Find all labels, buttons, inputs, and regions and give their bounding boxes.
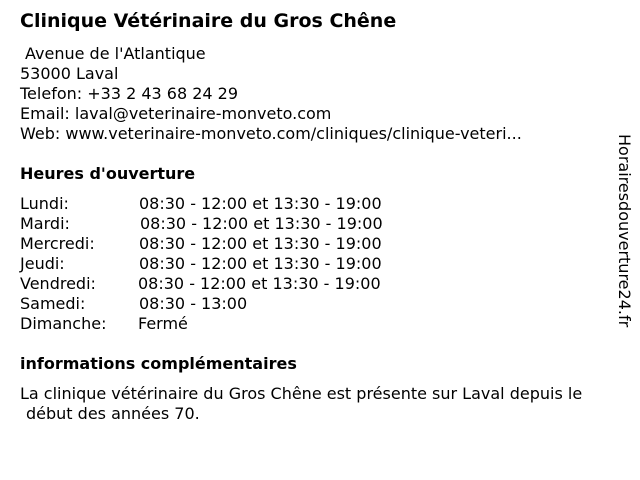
- watermark-text: Horairesdouverture24.fr: [615, 134, 634, 328]
- info-line-1: La clinique vétérinaire du Gros Chêne est présente sur Laval depuis le: [20, 384, 583, 403]
- city-address: 53000 Laval: [20, 64, 119, 83]
- time-value: 08:30 - 12:00 et 13:30 - 19:00: [139, 234, 382, 253]
- info-heading: informations complémentaires: [20, 354, 297, 373]
- web-line: Web: www.veterinaire-monveto.com/cliniques/clinique-veteri...: [20, 124, 522, 143]
- street-address: Avenue de l'Atlantique: [25, 44, 206, 63]
- day-label: Samedi:: [20, 294, 86, 313]
- day-label: Lundi:: [20, 194, 69, 213]
- day-label: Vendredi:: [20, 274, 96, 293]
- day-label: Mercredi:: [20, 234, 95, 253]
- time-value: 08:30 - 12:00 et 13:30 - 19:00: [139, 194, 382, 213]
- day-label: Mardi:: [20, 214, 70, 233]
- clinic-name: Clinique Vétérinaire du Gros Chêne: [20, 10, 397, 32]
- info-line-2: début des années 70.: [26, 404, 200, 423]
- time-value: 08:30 - 13:00: [139, 294, 248, 313]
- time-value: 08:30 - 12:00 et 13:30 - 19:00: [138, 274, 381, 293]
- day-label: Jeudi:: [20, 254, 65, 273]
- email-line: Email: laval@veterinaire-monveto.com: [20, 104, 332, 123]
- time-value: 08:30 - 12:00 et 13:30 - 19:00: [140, 214, 383, 233]
- contact-block: [20, 44, 522, 144]
- info-paragraph: [20, 384, 632, 424]
- day-label: Dimanche:: [20, 314, 107, 333]
- phone-line: Telefon: +33 2 43 68 24 29: [20, 84, 239, 103]
- time-value: 08:30 - 12:00 et 13:30 - 19:00: [139, 254, 382, 273]
- watermark: [612, 134, 636, 344]
- time-value: Fermé: [138, 314, 188, 333]
- hours-heading: Heures d'ouverture: [20, 164, 196, 183]
